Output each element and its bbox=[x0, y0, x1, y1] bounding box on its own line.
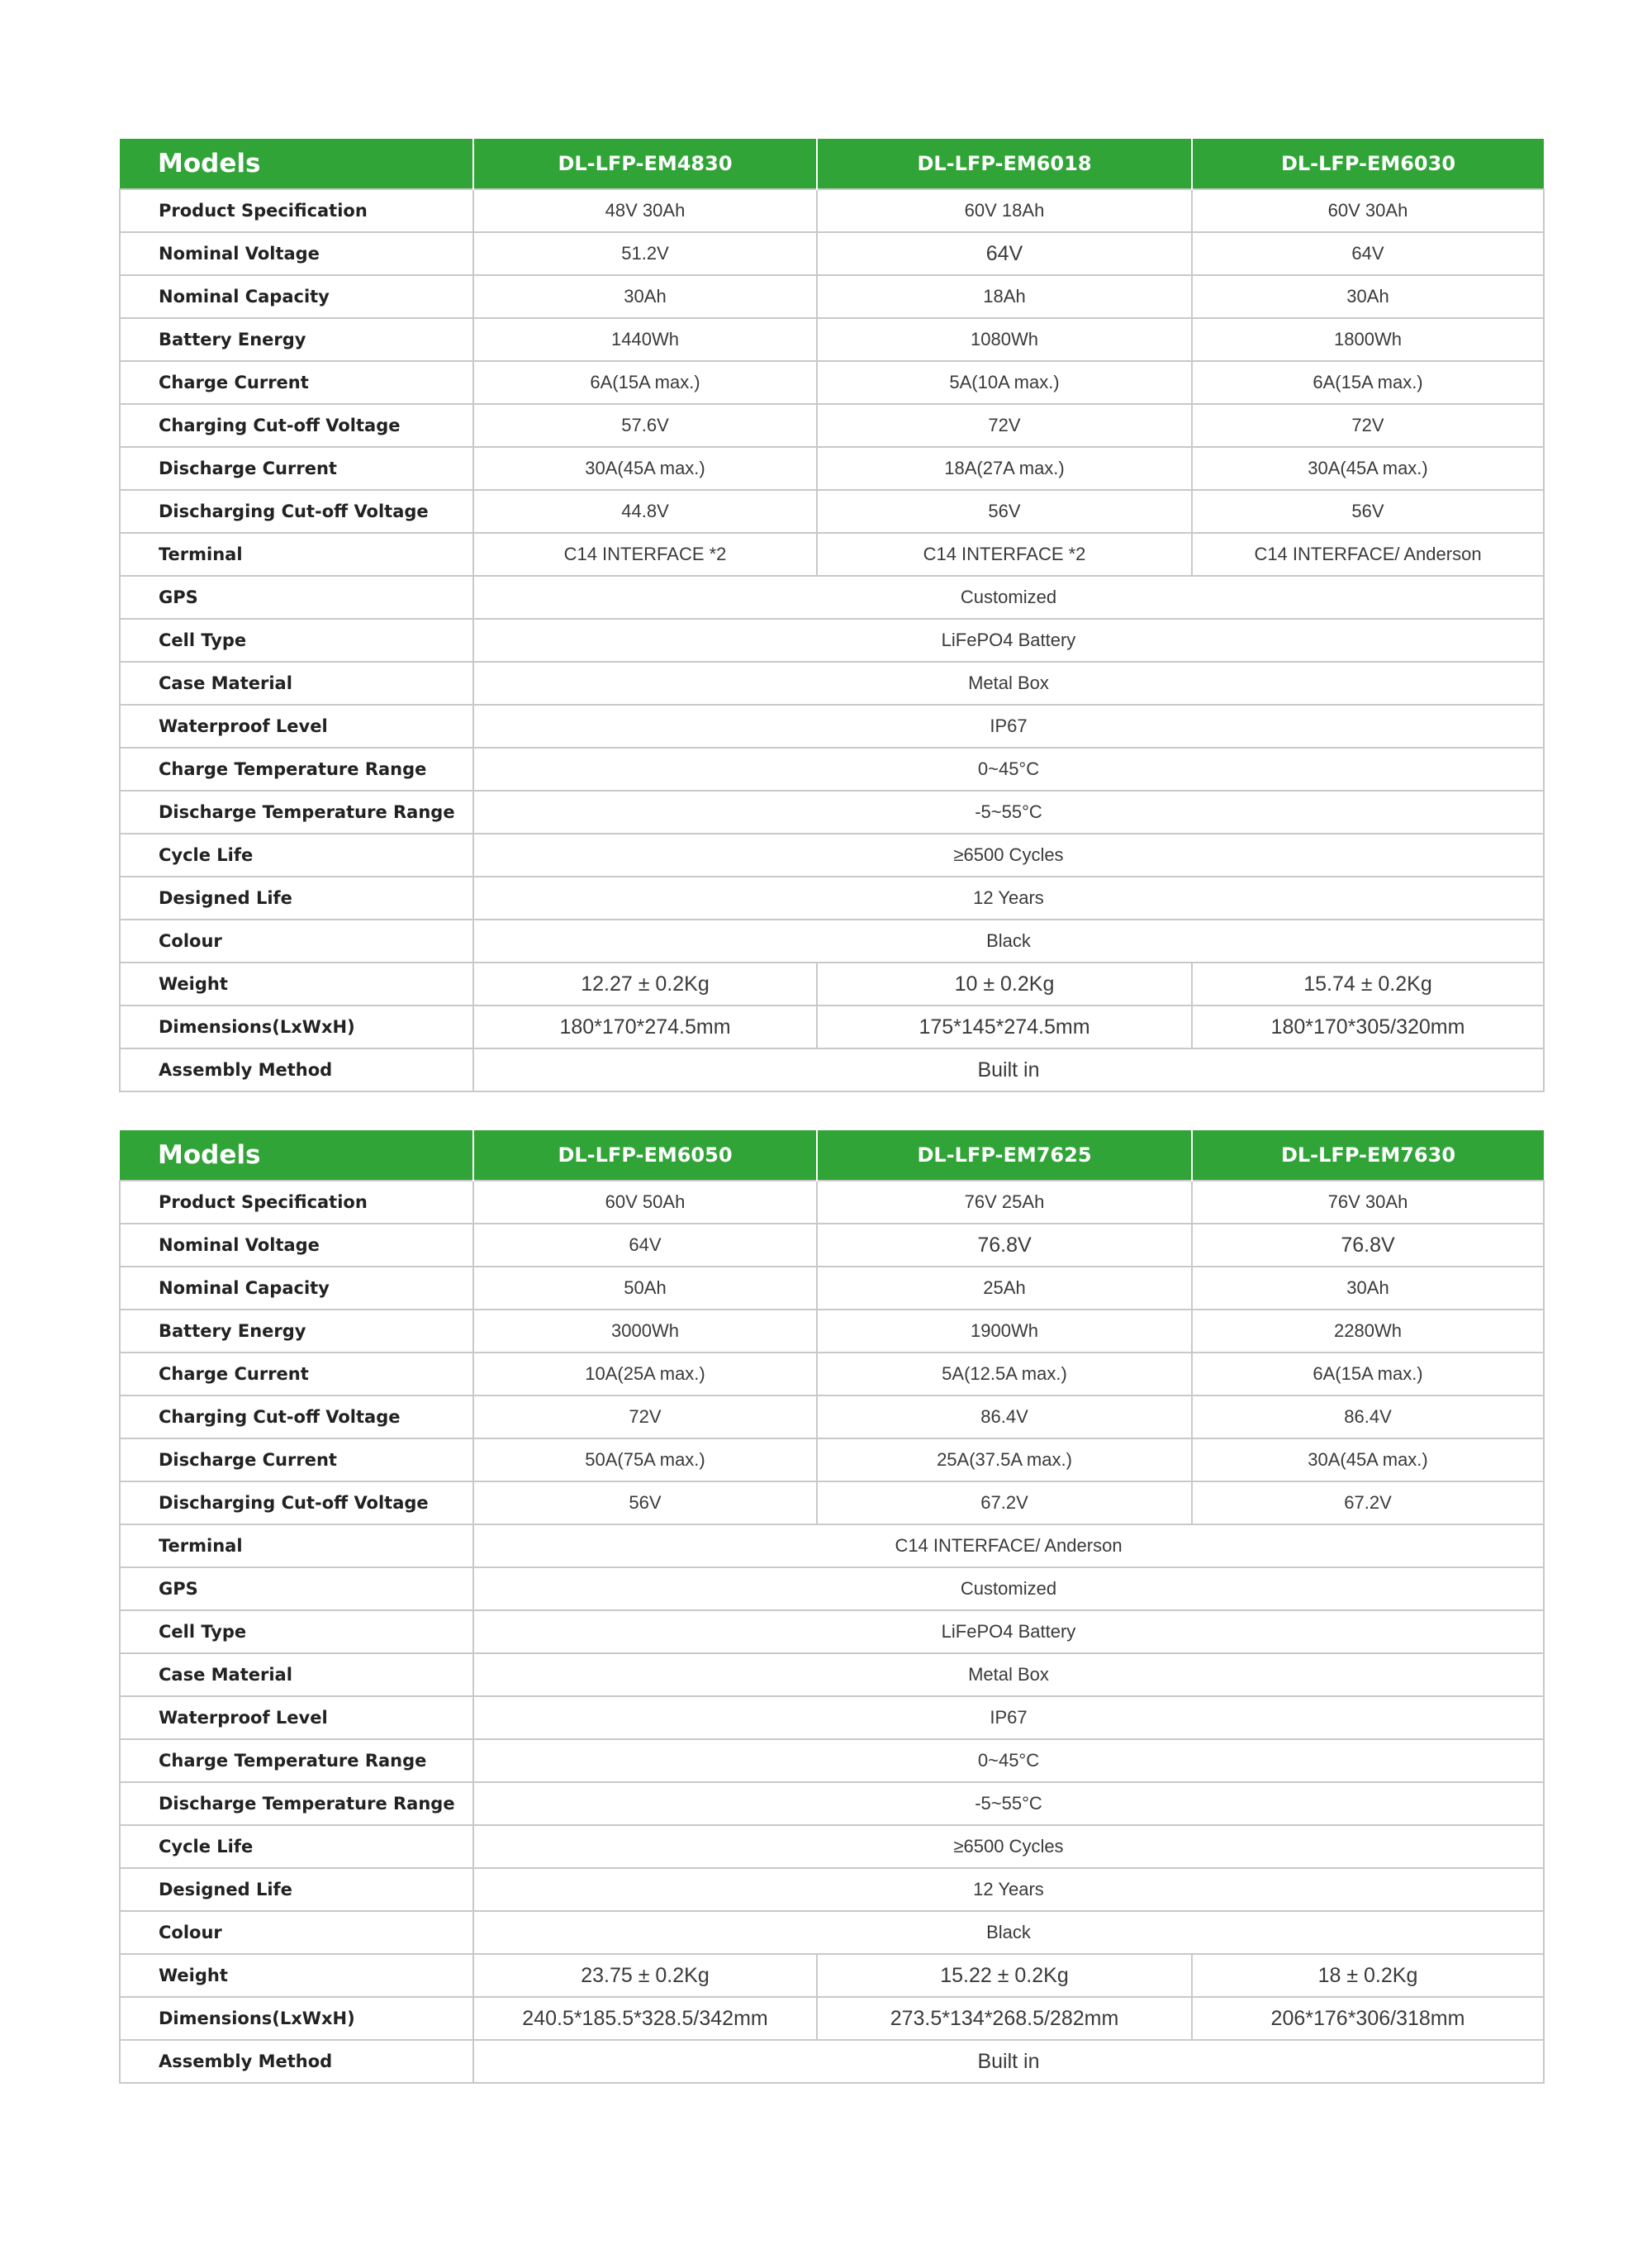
table-row bbox=[120, 662, 1544, 705]
table-row bbox=[120, 834, 1544, 877]
row-label: Designed Life bbox=[120, 1868, 473, 1911]
row-label: Discharge Current bbox=[120, 447, 473, 490]
table-row bbox=[120, 791, 1544, 834]
table-cell: ≥6500 Cycles bbox=[473, 834, 1544, 877]
table-cell: 72V bbox=[473, 1395, 817, 1438]
row-label: Cell Type bbox=[120, 1610, 473, 1653]
table-cell: 1800Wh bbox=[1192, 318, 1544, 361]
table-row bbox=[120, 1739, 1544, 1782]
table-cell: 48V 30Ah bbox=[473, 189, 817, 232]
table-cell: 64V bbox=[817, 232, 1192, 275]
table-cell: 30Ah bbox=[1192, 1267, 1544, 1310]
table-cell: 50Ah bbox=[473, 1267, 817, 1310]
row-label: Waterproof Level bbox=[120, 1696, 473, 1739]
table-cell: 86.4V bbox=[1192, 1395, 1544, 1438]
table-row bbox=[120, 1868, 1544, 1911]
row-label: Charging Cut-off Voltage bbox=[120, 404, 473, 447]
table-cell: 23.75 ± 0.2Kg bbox=[473, 1954, 817, 1997]
table-row bbox=[120, 318, 1544, 361]
table-cell: 67.2V bbox=[817, 1481, 1192, 1524]
table-cell: 76.8V bbox=[817, 1224, 1192, 1267]
table-cell: 86.4V bbox=[817, 1395, 1192, 1438]
table-header-row bbox=[120, 1130, 1544, 1181]
table-row bbox=[120, 1696, 1544, 1739]
table-cell: 1080Wh bbox=[817, 318, 1192, 361]
table-row bbox=[120, 1310, 1544, 1353]
table-cell: 10 ± 0.2Kg bbox=[817, 963, 1192, 1006]
row-label: Charge Temperature Range bbox=[120, 748, 473, 791]
table-cell: 3000Wh bbox=[473, 1310, 817, 1353]
table-cell: 51.2V bbox=[473, 232, 817, 275]
table-cell: 0~45°C bbox=[473, 1739, 1544, 1782]
row-label: Charge Current bbox=[120, 361, 473, 404]
row-label: Battery Energy bbox=[120, 318, 473, 361]
table-cell: 175*145*274.5mm bbox=[817, 1006, 1192, 1048]
row-label: Charge Temperature Range bbox=[120, 1739, 473, 1782]
table-cell: 6A(15A max.) bbox=[1192, 1353, 1544, 1395]
table-cell: 30A(45A max.) bbox=[1192, 447, 1544, 490]
table-cell: 60V 50Ah bbox=[473, 1181, 817, 1224]
table-cell: 64V bbox=[473, 1224, 817, 1267]
table-cell: Black bbox=[473, 1911, 1544, 1954]
table-cell: Customized bbox=[473, 1567, 1544, 1610]
table-row bbox=[120, 533, 1544, 576]
table-cell: -5~55°C bbox=[473, 1782, 1544, 1825]
row-label: Battery Energy bbox=[120, 1310, 473, 1353]
table-cell: Metal Box bbox=[473, 662, 1544, 705]
row-label: Dimensions(LxWxH) bbox=[120, 1997, 473, 2040]
table-cell: 1440Wh bbox=[473, 318, 817, 361]
table-cell: 5A(12.5A max.) bbox=[817, 1353, 1192, 1395]
table-row bbox=[120, 232, 1544, 275]
row-label: Charge Current bbox=[120, 1353, 473, 1395]
table-row bbox=[120, 361, 1544, 404]
table-row bbox=[120, 1911, 1544, 1954]
row-label: Colour bbox=[120, 920, 473, 963]
table-row bbox=[120, 1267, 1544, 1310]
table-cell: 18 ± 0.2Kg bbox=[1192, 1954, 1544, 1997]
table-cell: 67.2V bbox=[1192, 1481, 1544, 1524]
table-cell: LiFePO4 Battery bbox=[473, 1610, 1544, 1653]
table-row bbox=[120, 1006, 1544, 1048]
row-label: Discharge Current bbox=[120, 1438, 473, 1481]
row-label: Discharge Temperature Range bbox=[120, 1782, 473, 1825]
table-cell: 60V 18Ah bbox=[817, 189, 1192, 232]
table-row bbox=[120, 1224, 1544, 1267]
row-label: Discharging Cut-off Voltage bbox=[120, 1481, 473, 1524]
table-row bbox=[120, 1395, 1544, 1438]
table-cell: 15.74 ± 0.2Kg bbox=[1192, 963, 1544, 1006]
table-cell: 240.5*185.5*328.5/342mm bbox=[473, 1997, 817, 2040]
table-cell: 206*176*306/318mm bbox=[1192, 1997, 1544, 2040]
model-header: DL-LFP-EM7625 bbox=[817, 1130, 1192, 1181]
table-cell: C14 INTERFACE *2 bbox=[473, 533, 817, 576]
table-cell: 18A(27A max.) bbox=[817, 447, 1192, 490]
table-cell: IP67 bbox=[473, 705, 1544, 748]
row-label: Nominal Capacity bbox=[120, 275, 473, 318]
table-cell: 25Ah bbox=[817, 1267, 1192, 1310]
table-cell: 64V bbox=[1192, 232, 1544, 275]
row-label: Weight bbox=[120, 1954, 473, 1997]
row-label: Waterproof Level bbox=[120, 705, 473, 748]
row-label: Designed Life bbox=[120, 877, 473, 920]
model-header: DL-LFP-EM6050 bbox=[473, 1130, 817, 1181]
table-row bbox=[120, 189, 1544, 232]
table-cell: 2280Wh bbox=[1192, 1310, 1544, 1353]
table-row bbox=[120, 1567, 1544, 1610]
table-cell: 30A(45A max.) bbox=[1192, 1438, 1544, 1481]
table-cell: C14 INTERFACE/ Anderson bbox=[473, 1524, 1544, 1567]
table-cell: -5~55°C bbox=[473, 791, 1544, 834]
model-header: DL-LFP-EM4830 bbox=[473, 139, 817, 189]
spec-table bbox=[119, 139, 1545, 1092]
table-row bbox=[120, 275, 1544, 318]
row-label: Nominal Voltage bbox=[120, 1224, 473, 1267]
table-cell: ≥6500 Cycles bbox=[473, 1825, 1544, 1868]
spec-table bbox=[119, 1130, 1545, 2084]
table-cell: 18Ah bbox=[817, 275, 1192, 318]
row-label: Assembly Method bbox=[120, 2040, 473, 2083]
row-label: Assembly Method bbox=[120, 1048, 473, 1091]
table-cell: 6A(15A max.) bbox=[473, 361, 817, 404]
table-cell: 30Ah bbox=[1192, 275, 1544, 318]
table-row bbox=[120, 1954, 1544, 1997]
table-row bbox=[120, 404, 1544, 447]
row-label: Cell Type bbox=[120, 619, 473, 662]
table-row bbox=[120, 1997, 1544, 2040]
table-cell: 56V bbox=[1192, 490, 1544, 533]
table-cell: 6A(15A max.) bbox=[1192, 361, 1544, 404]
table-cell: 0~45°C bbox=[473, 748, 1544, 791]
row-label: Product Specification bbox=[120, 189, 473, 232]
row-label: Terminal bbox=[120, 1524, 473, 1567]
table-row bbox=[120, 1524, 1544, 1567]
row-label: Discharge Temperature Range bbox=[120, 791, 473, 834]
table-row bbox=[120, 1048, 1544, 1091]
table-row bbox=[120, 1481, 1544, 1524]
table-cell: 30Ah bbox=[473, 275, 817, 318]
table-cell: 76.8V bbox=[1192, 1224, 1544, 1267]
row-label: Nominal Voltage bbox=[120, 232, 473, 275]
row-label: Cycle Life bbox=[120, 1825, 473, 1868]
table-cell: 180*170*305/320mm bbox=[1192, 1006, 1544, 1048]
row-label: GPS bbox=[120, 1567, 473, 1610]
table-cell: 56V bbox=[817, 490, 1192, 533]
table-cell: C14 INTERFACE *2 bbox=[817, 533, 1192, 576]
table-cell: 72V bbox=[1192, 404, 1544, 447]
table-row bbox=[120, 963, 1544, 1006]
row-label: Terminal bbox=[120, 533, 473, 576]
table-row bbox=[120, 447, 1544, 490]
table-row bbox=[120, 576, 1544, 619]
table-cell: 12 Years bbox=[473, 877, 1544, 920]
table-cell: Built in bbox=[473, 2040, 1544, 2083]
table-cell: 60V 30Ah bbox=[1192, 189, 1544, 232]
row-label: Weight bbox=[120, 963, 473, 1006]
table-cell: 57.6V bbox=[473, 404, 817, 447]
models-header: Models bbox=[120, 139, 473, 189]
table-row bbox=[120, 2040, 1544, 2083]
table-cell: 273.5*134*268.5/282mm bbox=[817, 1997, 1192, 2040]
table-cell: Metal Box bbox=[473, 1653, 1544, 1696]
table-cell: 30A(45A max.) bbox=[473, 447, 817, 490]
model-header: DL-LFP-EM6018 bbox=[817, 139, 1192, 189]
table-row bbox=[120, 619, 1544, 662]
table-cell: Built in bbox=[473, 1048, 1544, 1091]
row-label: Nominal Capacity bbox=[120, 1267, 473, 1310]
table-cell: Customized bbox=[473, 576, 1544, 619]
table-cell: 25A(37.5A max.) bbox=[817, 1438, 1192, 1481]
table-cell: 76V 25Ah bbox=[817, 1181, 1192, 1224]
table-row bbox=[120, 1610, 1544, 1653]
table-cell: 12.27 ± 0.2Kg bbox=[473, 963, 817, 1006]
table-cell: Black bbox=[473, 920, 1544, 963]
table-row bbox=[120, 490, 1544, 533]
row-label: Cycle Life bbox=[120, 834, 473, 877]
table-row bbox=[120, 920, 1544, 963]
table-cell: 15.22 ± 0.2Kg bbox=[817, 1954, 1192, 1997]
model-header: DL-LFP-EM7630 bbox=[1192, 1130, 1544, 1181]
row-label: GPS bbox=[120, 576, 473, 619]
row-label: Case Material bbox=[120, 1653, 473, 1696]
table-cell: 1900Wh bbox=[817, 1310, 1192, 1353]
table-row bbox=[120, 1782, 1544, 1825]
table-cell: 5A(10A max.) bbox=[817, 361, 1192, 404]
table-row bbox=[120, 1653, 1544, 1696]
table-cell: 56V bbox=[473, 1481, 817, 1524]
table-cell: C14 INTERFACE/ Anderson bbox=[1192, 533, 1544, 576]
table-cell: 72V bbox=[817, 404, 1192, 447]
row-label: Dimensions(LxWxH) bbox=[120, 1006, 473, 1048]
models-header: Models bbox=[120, 1130, 473, 1181]
table-cell: 10A(25A max.) bbox=[473, 1353, 817, 1395]
row-label: Case Material bbox=[120, 662, 473, 705]
table-row bbox=[120, 748, 1544, 791]
table-cell: 76V 30Ah bbox=[1192, 1181, 1544, 1224]
table-cell: 50A(75A max.) bbox=[473, 1438, 817, 1481]
table-header-row bbox=[120, 139, 1544, 189]
row-label: Colour bbox=[120, 1911, 473, 1954]
model-header: DL-LFP-EM6030 bbox=[1192, 139, 1544, 189]
table-cell: LiFePO4 Battery bbox=[473, 619, 1544, 662]
table-row bbox=[120, 1353, 1544, 1395]
table-cell: 180*170*274.5mm bbox=[473, 1006, 817, 1048]
row-label: Discharging Cut-off Voltage bbox=[120, 490, 473, 533]
table-row bbox=[120, 1181, 1544, 1224]
table-row bbox=[120, 877, 1544, 920]
row-label: Charging Cut-off Voltage bbox=[120, 1395, 473, 1438]
table-cell: IP67 bbox=[473, 1696, 1544, 1739]
table-row bbox=[120, 705, 1544, 748]
row-label: Product Specification bbox=[120, 1181, 473, 1224]
table-row bbox=[120, 1438, 1544, 1481]
table-cell: 44.8V bbox=[473, 490, 817, 533]
table-cell: 12 Years bbox=[473, 1868, 1544, 1911]
table-row bbox=[120, 1825, 1544, 1868]
